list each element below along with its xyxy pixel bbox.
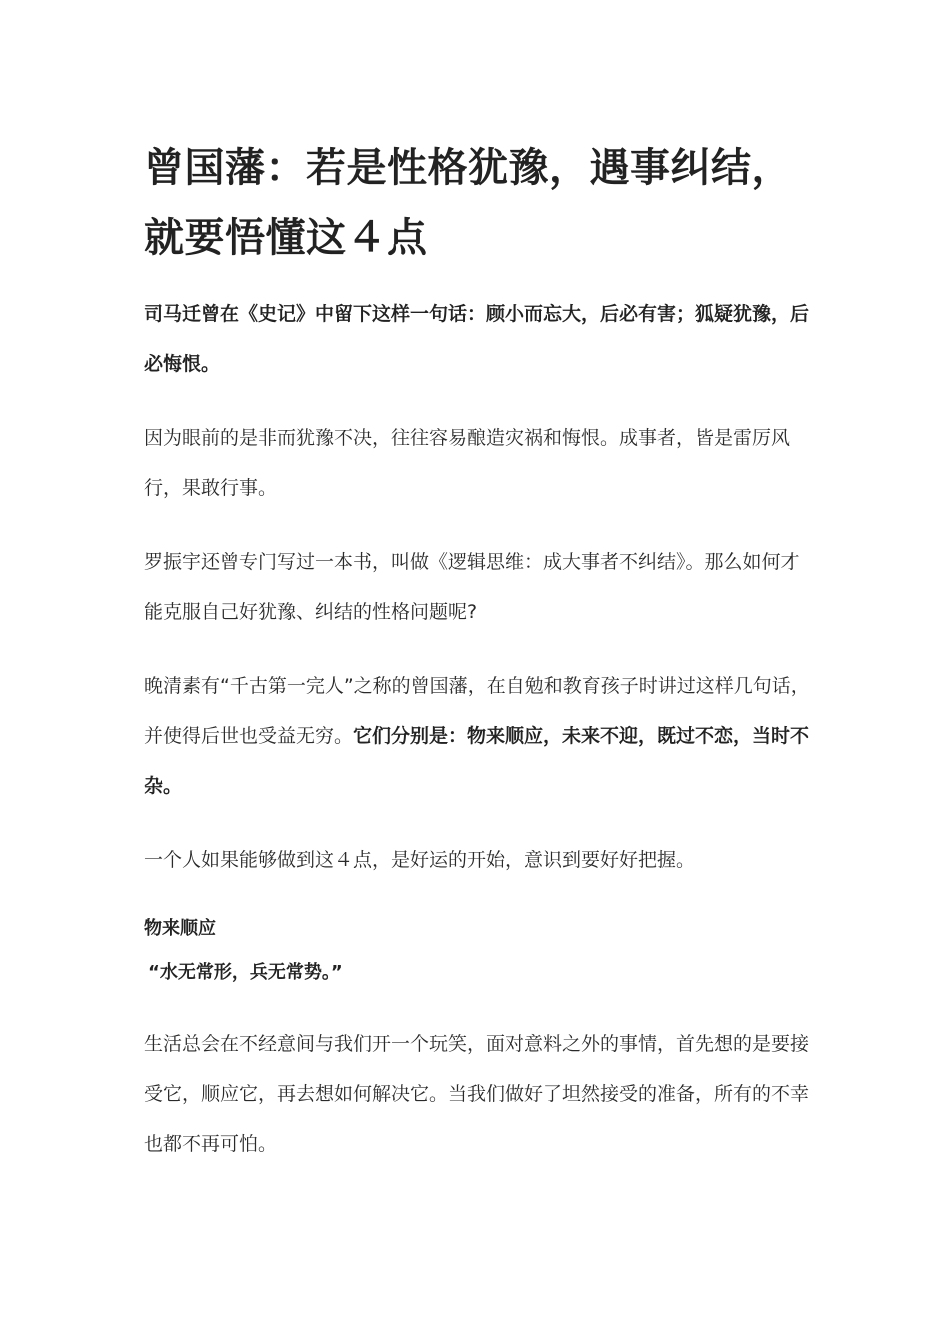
paragraph-2: 罗振宇还曾专门写过一本书，叫做《逻辑思维：成大事者不纠结》。那么如何才能克服自己好犹豫、纠结的性格问题呢? <box>144 551 800 623</box>
paragraph-4: 一个人如果能够做到这４点，是好运的开始，意识到要好好把握。 <box>144 849 696 871</box>
article-title: 曾国藩：若是性格犹豫，遇事纠结，就要悟懂这４点 <box>144 145 792 261</box>
article-body <box>144 133 810 1193</box>
section-quote: “水无常形，兵无常势。” <box>148 962 343 983</box>
paragraph-3 <box>144 661 810 811</box>
paragraph-5: 生活总会在不经意间与我们开一个玩笑，面对意料之外的事情，首先想的是要接受它，顺应它，再去想如何解决它。当我们做好了坦然接受的准备，所有的不幸也都不再可怕。 <box>144 1033 810 1155</box>
paragraph-3-text: 晚清素有“千古第一完人”之称的曾国藩，在自勉和教育孩子时讲过这样几句话，并使得后世也受益无穷。 <box>144 675 810 747</box>
paragraph-1: 因为眼前的是非而犹豫不决，往往容易酿造灾祸和悔恨。成事者，皆是雷厉风行，果敢行事。 <box>144 427 791 499</box>
intro-quote-paragraph: 司马迁曾在《史记》中留下这样一句话：顾小而忘大，后必有害；狐疑犹豫，后必悔恨。 <box>144 303 810 375</box>
section-heading: 物来顺应 <box>144 918 216 939</box>
paragraph-3-bold-text: 它们分别是：物来顺应，未来不迎，既过不恋，当时不杂。 <box>144 725 810 797</box>
